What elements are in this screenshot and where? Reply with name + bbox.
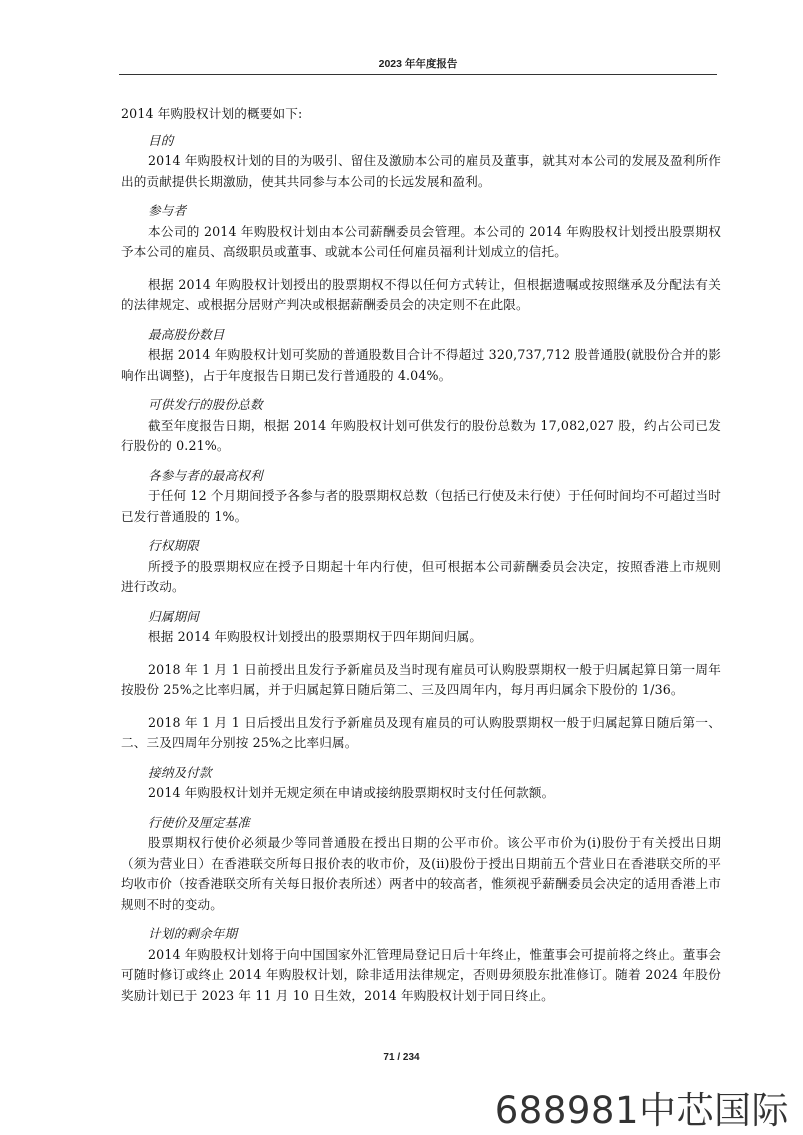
section-paragraph: 于任何 12 个月期间授予各参与者的股票期权总数（包括已行使及未行使）于任何时间均不可超过当时已发行普通股的 1%。	[121, 488, 721, 524]
section-paragraph: 2018 年 1 月 1 日后授出且发行予新雇员及现有雇员的可认购股票期权一般于归属起算日随后第一、二、三及四周年分别按 25%之比率归属。	[121, 714, 721, 750]
section-paragraph: 本公司的 2014 年购股权计划由本公司薪酬委员会管理。本公司的 2014 年购股权计划授出股票期权予本公司的雇员、高级职员或董事、或就本公司任何雇员福利计划成立的信托。	[121, 223, 721, 259]
page-number: 71 / 234	[383, 1052, 420, 1063]
section-heading: 最高股份数目	[148, 326, 225, 342]
section-heading: 目的	[148, 132, 174, 148]
section-paragraph: 股票期权行使价必须最少等同普通股在授出日期的公平市价。该公平市价为(i)股份于有关授出日期（须为营业日）在香港联交所每日报价表的收市价，及(ii)股份于授出日期前五个营业日在香港联交所的平均收市价（按香港联交所有关每日报价表所述）两者中的较高者，惟须视乎薪酬委员会决定的适用香港上市规则不时的变动。	[121, 835, 721, 912]
section-participants	[121, 201, 721, 316]
section-paragraph: 截至年度报告日期，根据 2014 年购股权计划可供发行的股份总数为 17,082,027 股，约占公司已发行股份的 0.21%。	[121, 417, 721, 453]
section-paragraph: 2018 年 1 月 1 日前授出且发行予新雇员及当时现有雇员可认购股票期权一般于归属起算日第一周年按股份 25%之比率归属，并于归属起算日随后第二、三及四周年内，每月再归属余下股份的 1/36。	[121, 661, 721, 697]
section-remaining-life	[121, 924, 721, 1006]
section-paragraph: 根据 2014 年购股权计划授出的股票期权不得以任何方式转让，但根据遗嘱或按照继承及分配法有关的法律规定、或根据分居财产判决或根据薪酬委员会的决定则不在此限。	[121, 276, 721, 312]
document-body	[121, 104, 721, 1015]
section-paragraph: 2014 年购股权计划将于向中国国家外汇管理局登记日后十年终止，惟董事会可提前将之终止。董事会可随时修订或终止 2014 年购股权计划，除非适用法律规定，否则毋须股东批准修订。随着 2024 年股份奖励计划已于 2023 年 11 月 10 日生效，2014 年购股权计划于同日终止。	[121, 946, 721, 1003]
section-paragraph: 2014 年购股权计划的目的为吸引、留住及激励本公司的雇员及董事，就其对本公司的发展及盈利所作出的贡献提供长期激励，使其共同参与本公司的长远发展和盈利。	[121, 153, 721, 189]
section-heading: 行权期限	[148, 538, 199, 553]
section-max-entitlement	[121, 466, 721, 528]
watermark-text: 688981中芯国际	[494, 1089, 789, 1132]
section-heading: 各参与者的最高权利	[148, 467, 263, 483]
section-acceptance-payment	[121, 763, 721, 804]
section-heading: 归属期间	[148, 608, 199, 624]
section-heading: 参与者	[148, 203, 187, 218]
section-vesting-period	[121, 607, 721, 754]
section-paragraph: 所授予的股票期权应在授予日期起十年内行使，但可根据本公司薪酬委员会决定，按照香港上市规则进行改动。	[121, 558, 721, 594]
section-heading: 行使价及厘定基准	[148, 814, 250, 830]
section-paragraph: 根据 2014 年购股权计划授出的股票期权于四年期间归属。	[148, 629, 483, 644]
section-paragraph: 2014 年购股权计划并无规定须在申请或接纳股票期权时支付任何款额。	[148, 785, 555, 800]
section-paragraph: 根据 2014 年购股权计划可奖励的普通股数目合计不得超过 320,737,712 股普通股(就股份合并的影响作出调整)，占于年度报告日期已发行普通股的 4.04%。	[121, 347, 721, 383]
intro-text: 2014 年购股权计划的概要如下:	[121, 106, 303, 121]
section-heading: 可供发行的股份总数	[148, 397, 263, 412]
section-purpose	[121, 131, 721, 193]
section-exercise-price	[121, 813, 721, 916]
header-rule	[119, 74, 717, 75]
page-header: 2023 年年度报告	[378, 58, 458, 70]
section-heading: 计划的剩余年期	[148, 926, 238, 941]
section-available-shares	[121, 395, 721, 457]
section-exercise-period	[121, 536, 721, 598]
section-heading: 接纳及付款	[148, 764, 212, 780]
section-max-shares	[121, 325, 721, 387]
